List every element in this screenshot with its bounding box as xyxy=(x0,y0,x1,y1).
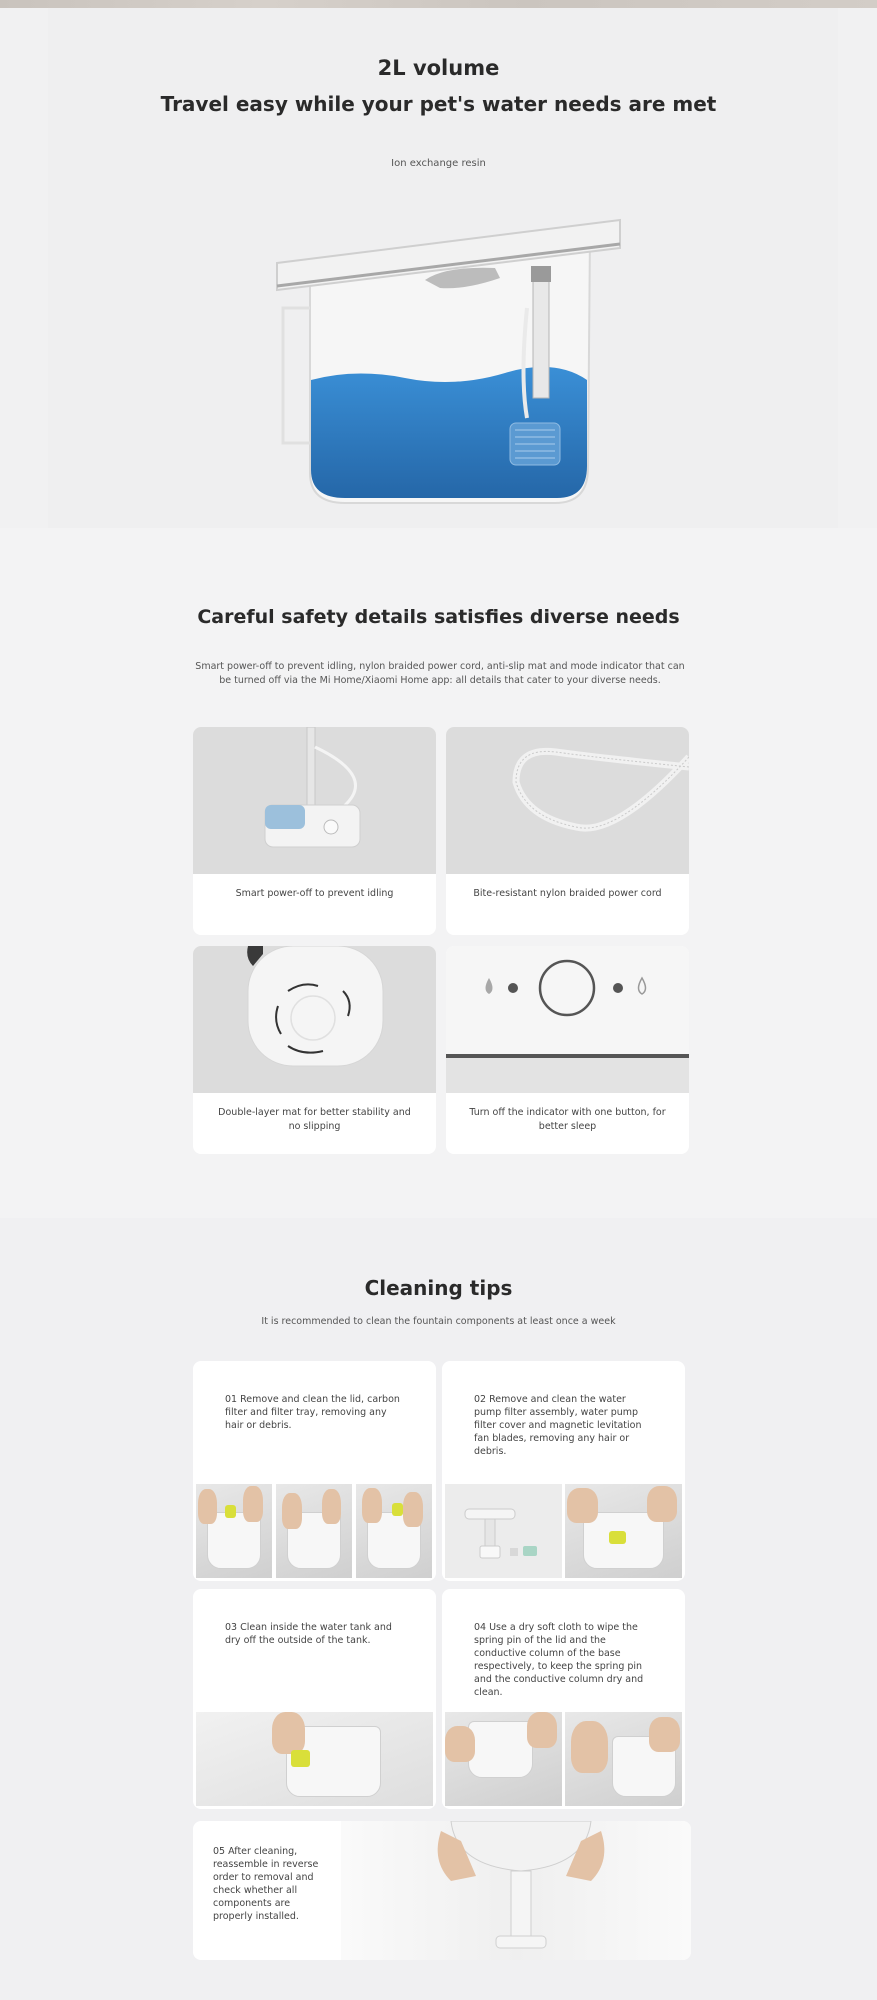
mat-caption: Double-layer mat for better stability and no slipping xyxy=(218,1107,411,1132)
cleaning-tip-3 xyxy=(193,1589,436,1809)
tip-3-text: 03 Clean inside the water tank and dry off the outside of the tank. xyxy=(225,1622,392,1646)
tip-1-text: 01 Remove and clean the lid, carbon filter and filter tray, removing any hair or debris. xyxy=(225,1394,400,1431)
cleaning-title: Cleaning tips xyxy=(364,1276,513,1300)
resin-label: Ion exchange resin xyxy=(391,158,486,169)
tip-5-text: 05 After cleaning, reassemble in reverse order to removal and check whether all components are properly installed. xyxy=(213,1846,319,1922)
cleaning-tip-4 xyxy=(442,1589,685,1809)
tip-1-photo-b xyxy=(276,1484,352,1578)
water-tank-image xyxy=(265,208,625,513)
power-off-caption: Smart power-off to prevent idling xyxy=(235,888,394,899)
tip-1-photo-a xyxy=(196,1484,272,1578)
indicator-caption: Turn off the indicator with one button, for better sleep xyxy=(469,1107,666,1132)
top-banner-strip xyxy=(0,0,877,8)
feature-card-power-off xyxy=(193,727,436,935)
volume-subtitle: Travel easy while your pet's water needs are met xyxy=(160,92,717,116)
feature-card-indicator xyxy=(446,946,689,1154)
tip-4-photo-a xyxy=(445,1712,562,1806)
tip-4-text: 04 Use a dry soft cloth to wipe the spring pin of the lid and the conductive column of the base respectively, to keep the spring pin and the conductive column dry and clean. xyxy=(474,1622,644,1698)
tip-5-photo xyxy=(341,1821,691,1960)
safety-title: Careful safety details satisfies diverse needs xyxy=(197,606,680,628)
tip-4-photo-b xyxy=(565,1712,682,1806)
indicator-image xyxy=(446,946,689,1093)
cleaning-section xyxy=(0,1218,877,2000)
tip-2-photo-a xyxy=(445,1484,562,1578)
tip-2-photo-b xyxy=(565,1484,682,1578)
cleaning-tip-1 xyxy=(193,1361,436,1581)
tip-1-photo-c xyxy=(356,1484,432,1578)
safety-section xyxy=(0,528,877,1218)
volume-title: 2L volume xyxy=(377,56,500,80)
nylon-cord-caption: Bite-resistant nylon braided power cord xyxy=(473,888,662,899)
feature-card-nylon-cord xyxy=(446,727,689,935)
feature-card-mat xyxy=(193,946,436,1154)
anti-slip-mat-image xyxy=(193,946,436,1093)
power-off-image xyxy=(193,727,436,874)
cleaning-tip-5 xyxy=(193,1821,691,1960)
nylon-cord-image xyxy=(446,727,689,874)
tip-2-text: 02 Remove and clean the water pump filter assembly, water pump filter cover and magnetic levitation fan blades, removing any hair or debris. xyxy=(474,1394,642,1457)
cleaning-tip-2 xyxy=(442,1361,685,1581)
volume-section xyxy=(0,8,877,528)
cleaning-subtitle: It is recommended to clean the fountain components at least once a week xyxy=(261,1316,616,1327)
tip-3-photo xyxy=(196,1712,433,1806)
safety-description: Smart power-off to prevent idling, nylon braided power cord, anti-slip mat and mode indicator that can be turned off via the Mi Home/Xiaomi Home app: all details that cater to your diverse needs. xyxy=(195,661,685,686)
